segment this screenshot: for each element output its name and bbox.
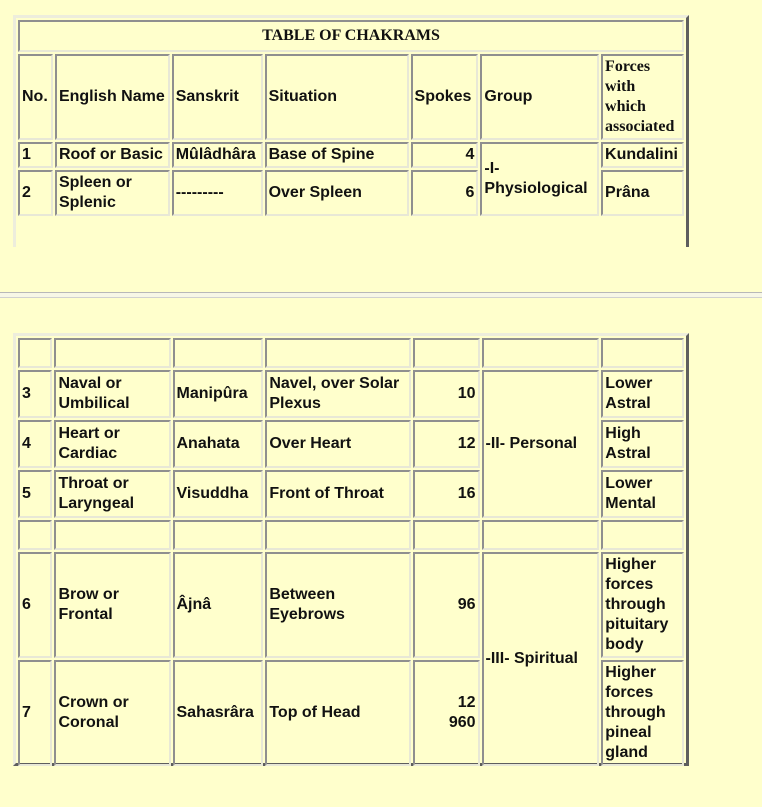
- chakram-table-part2: [16, 336, 686, 768]
- spokes-line-1: 12: [457, 694, 476, 711]
- table-row: [18, 142, 684, 168]
- cell-forces: Prâna: [601, 170, 684, 216]
- chakram-table-bottom: [13, 333, 689, 766]
- cell-situation: Navel, over Solar Plexus: [265, 370, 410, 418]
- cell-spokes: 6: [411, 170, 479, 216]
- cell-forces: Kundalini: [601, 142, 684, 168]
- cell-situation: Over Spleen: [265, 170, 409, 216]
- cell-spokes: 10: [413, 370, 480, 418]
- cell-english-name: Naval or Umbilical: [54, 370, 170, 418]
- cell-sanskrit: Mûlâdhâra: [172, 142, 263, 168]
- header-forces: Forces with which associated: [601, 54, 684, 140]
- cell-no: 7: [18, 660, 52, 766]
- cell-forces: Higher forces through pineal gland: [601, 660, 684, 766]
- spokes-line-2: 960: [448, 714, 476, 731]
- cell-sanskrit: Visuddha: [173, 470, 264, 518]
- cell-sanskrit: Anahata: [173, 420, 264, 468]
- cell-situation: Top of Head: [265, 660, 410, 766]
- table-row: [18, 552, 684, 658]
- header-no: No.: [18, 54, 53, 140]
- header-english-name: English Name: [55, 54, 170, 140]
- cell-forces: Higher forces through pituitary body: [601, 552, 684, 658]
- spacer-row: [18, 520, 684, 550]
- cell-no: 1: [18, 142, 53, 168]
- cell-english-name: Heart or Cardiac: [54, 420, 170, 468]
- cell-spokes: 96: [413, 552, 480, 658]
- header-sanskrit: Sanskrit: [172, 54, 263, 140]
- spacer-row: [18, 338, 684, 368]
- cell-situation: Base of Spine: [265, 142, 409, 168]
- cell-no: 5: [18, 470, 52, 518]
- cell-english-name: Crown or Coronal: [54, 660, 170, 766]
- cell-english-name: Roof or Basic: [55, 142, 170, 168]
- cell-spokes: 12: [413, 420, 480, 468]
- table-row: [18, 370, 684, 418]
- cell-no: 6: [18, 552, 52, 658]
- cell-group-personal: -II- Personal: [482, 370, 600, 518]
- table-title: TABLE OF CHAKRAMS: [18, 20, 684, 52]
- cell-forces: Lower Mental: [601, 470, 684, 518]
- cell-sanskrit: ---------: [172, 170, 263, 216]
- cell-forces: Lower Astral: [601, 370, 684, 418]
- header-spokes: Spokes: [411, 54, 479, 140]
- cell-forces: High Astral: [601, 420, 684, 468]
- chakram-table-top: [13, 15, 689, 247]
- cell-group-physiological: [480, 142, 599, 216]
- group-label: Physiological: [484, 180, 588, 197]
- cell-no: 3: [18, 370, 52, 418]
- cell-group-spiritual: -III- Spiritual: [482, 552, 600, 766]
- header-row: [18, 54, 684, 140]
- chakram-table-part1: [16, 18, 686, 218]
- header-situation: Situation: [265, 54, 409, 140]
- cell-spokes: 4: [411, 142, 479, 168]
- cell-situation: Over Heart: [265, 420, 410, 468]
- cell-sanskrit: Âjnâ: [173, 552, 264, 658]
- cell-sanskrit: Sahasrâra: [173, 660, 264, 766]
- cell-no: 4: [18, 420, 52, 468]
- header-group: Group: [480, 54, 599, 140]
- cell-spokes: [413, 660, 480, 766]
- cell-sanskrit: Manipûra: [173, 370, 264, 418]
- cell-situation: Between Eyebrows: [265, 552, 410, 658]
- cell-no: 2: [18, 170, 53, 216]
- group-prefix: -I-: [484, 160, 500, 177]
- cell-english-name: Spleen or Splenic: [55, 170, 170, 216]
- page-divider: [0, 292, 762, 298]
- cell-english-name: Brow or Frontal: [54, 552, 170, 658]
- cell-spokes: 16: [413, 470, 480, 518]
- cell-english-name: Throat or Laryngeal: [54, 470, 170, 518]
- cell-situation: Front of Throat: [265, 470, 410, 518]
